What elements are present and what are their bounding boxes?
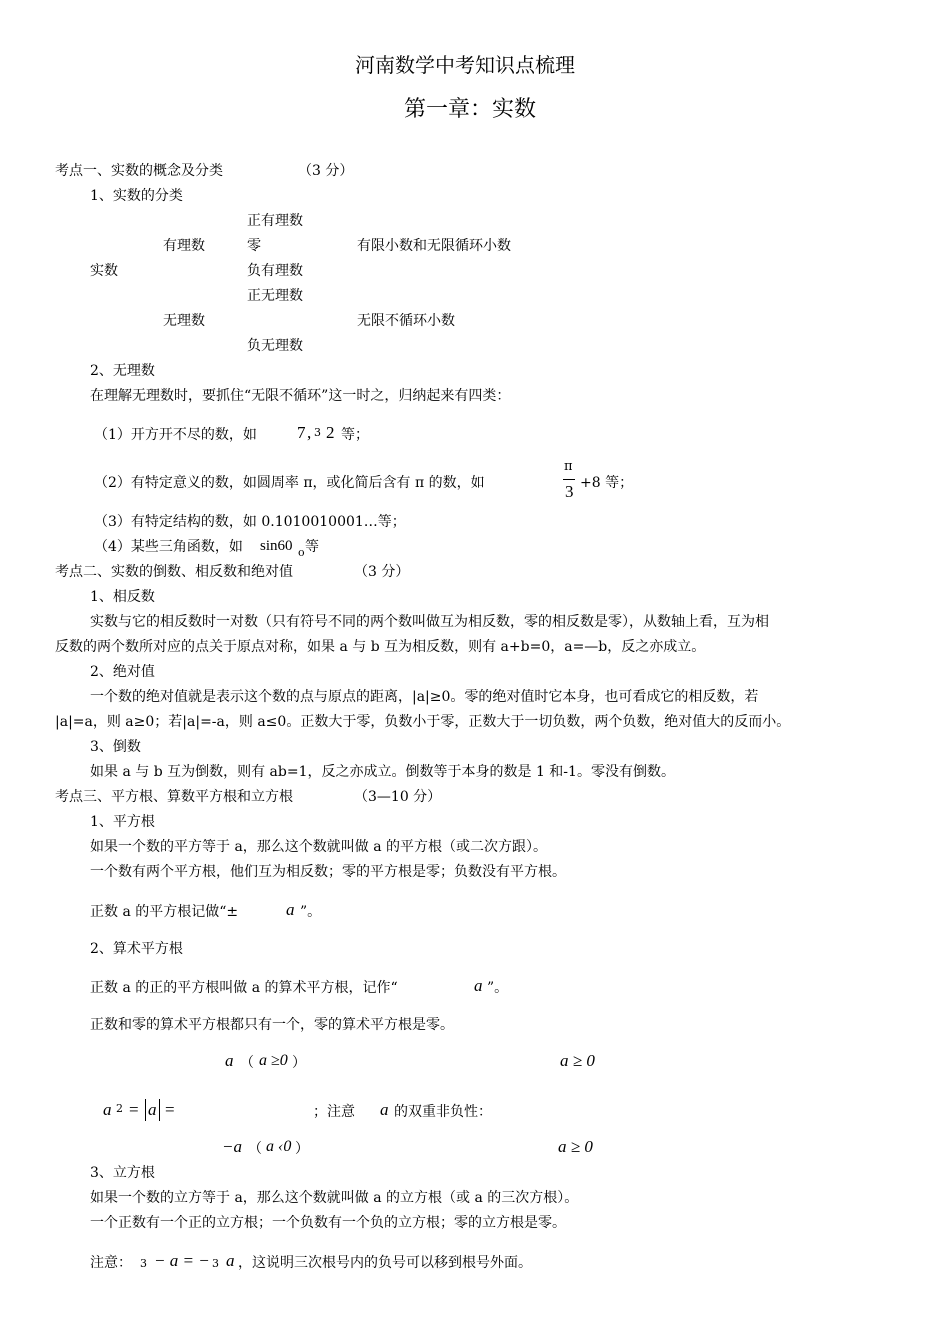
subsection-2-1: 1、相反数 bbox=[90, 589, 155, 605]
tree-rational: 有理数 bbox=[163, 238, 205, 254]
cube-root-property: 一个正数有一个正的立方根；一个负数有一个负的立方根；零的立方根是零。 bbox=[90, 1215, 566, 1231]
subsection-1-1: 1、实数的分类 bbox=[90, 188, 183, 204]
abs-a: a bbox=[148, 1100, 157, 1119]
square-root-property: 一个数有两个平方根，他们互为相反数；零的平方根是零；负数没有平方根。 bbox=[90, 864, 566, 880]
sin60: sin60 bbox=[260, 538, 293, 554]
fraction-denominator: 3 bbox=[565, 482, 574, 501]
cube-root-index-2: 3 bbox=[212, 1257, 219, 1270]
lhs-exponent: 2 bbox=[116, 1102, 123, 1115]
irrational-category-1: （1）开方开不尽的数，如 bbox=[94, 427, 257, 443]
subsection-3-1: 1、平方根 bbox=[90, 814, 155, 830]
cube-root-note-label: 注意： bbox=[90, 1255, 132, 1271]
tree-irrational: 无理数 bbox=[163, 313, 205, 329]
square-root-def: 如果一个数的平方等于 a，那么这个数就叫做 a 的平方根（或二次方跟）。 bbox=[90, 839, 548, 855]
case2-right: a ≥ 0 bbox=[558, 1137, 593, 1156]
lhs-equals: = bbox=[129, 1100, 139, 1119]
sqrt-7: 7 bbox=[297, 423, 306, 442]
subsection-2-3: 3、倒数 bbox=[90, 739, 141, 755]
section-heading-2: 考点二、实数的倒数、相反数和绝对值 bbox=[55, 564, 293, 580]
fraction-line bbox=[563, 479, 575, 480]
chapter-title: 第一章：实数 bbox=[404, 97, 537, 122]
note-label: ；注意 bbox=[313, 1104, 355, 1120]
case2-condition: a ‹0 bbox=[266, 1138, 292, 1155]
note-sqrt-a: a bbox=[380, 1100, 389, 1119]
cube-root-2: 2 bbox=[326, 423, 335, 442]
cube-root-def: 如果一个数的立方等于 a，那么这个数就叫做 a 的立方根（或 a 的三次方根）。 bbox=[90, 1190, 579, 1206]
cube-root-index-1: 3 bbox=[140, 1257, 147, 1270]
arith-notation-end: ”。 bbox=[487, 980, 509, 996]
cube-root-rhs: a bbox=[226, 1251, 235, 1270]
note-end: 的双重非负性： bbox=[394, 1104, 492, 1120]
sqrt-a-symbol: a bbox=[286, 900, 295, 919]
section-score-1: （3 分） bbox=[298, 163, 354, 179]
arithmetic-root-property: 正数和零的算术平方根都只有一个，零的算术平方根是零。 bbox=[90, 1017, 454, 1033]
tree-positive-rational: 正有理数 bbox=[247, 213, 303, 229]
absolute-para-line1: 一个数的绝对值就是表示这个数的点与原点的距离，|a|≥0。零的绝对值时它本身，也可看成它的相反数，若 bbox=[90, 689, 759, 705]
irrational-category-3: （3）有特定结构的数，如 0.1010010001…等； bbox=[94, 514, 406, 530]
comma: , bbox=[307, 423, 312, 442]
category-2-end: +8 等； bbox=[580, 475, 634, 491]
tree-negative-irrational: 负无理数 bbox=[247, 338, 303, 354]
subsection-1-2: 2、无理数 bbox=[90, 363, 155, 379]
case2-paren-close: ） bbox=[295, 1141, 309, 1157]
category-4-end: 等 bbox=[305, 539, 319, 555]
notation-end: ”。 bbox=[300, 904, 322, 920]
cube-root-lhs: − a = − bbox=[154, 1251, 210, 1270]
degree-mark: o bbox=[298, 546, 305, 559]
tree-negative-rational: 负有理数 bbox=[247, 263, 303, 279]
category-1-end: 等； bbox=[341, 427, 369, 443]
case1-right: a ≥ 0 bbox=[560, 1051, 595, 1070]
cube-root-note-end: ，这说明三次根号内的负号可以移到根号外面。 bbox=[238, 1255, 532, 1271]
square-root-notation: 正数 a 的平方根记做“± bbox=[90, 904, 239, 920]
case2-paren-open: （ bbox=[248, 1141, 262, 1157]
opposite-para-line2: 反数的两个数所对应的点关于原点对称，如果 a 与 b 互为相反数，则有 a+b=0，a=—b，反之亦成立。 bbox=[55, 639, 706, 655]
arithmetic-root-def: 正数 a 的正的平方根叫做 a 的算术平方根，记作“ bbox=[90, 980, 398, 996]
tree-positive-irrational: 正无理数 bbox=[247, 288, 303, 304]
tree-rational-note: 有限小数和无限循环小数 bbox=[357, 238, 511, 254]
case1-value: a bbox=[225, 1051, 234, 1070]
subsection-2-2: 2、绝对值 bbox=[90, 664, 155, 680]
tree-real-number: 实数 bbox=[90, 263, 118, 279]
lhs-a: a bbox=[103, 1100, 112, 1119]
case1-paren-close: ） bbox=[292, 1055, 306, 1071]
section-score-3: （3—10 分） bbox=[354, 789, 442, 805]
section-heading-1: 考点一、实数的概念及分类 bbox=[55, 163, 223, 179]
subsection-3-2: 2、算术平方根 bbox=[90, 941, 183, 957]
reciprocal-para: 如果 a 与 b 互为倒数，则有 ab=1，反之亦成立。倒数等于本身的数是 1 和-1。零没有倒数。 bbox=[90, 764, 675, 780]
cube-root-index: 3 bbox=[314, 426, 321, 439]
subsection-3-3: 3、立方根 bbox=[90, 1165, 155, 1181]
document-title: 河南数学中考知识点梳理 bbox=[355, 53, 575, 77]
abs-equals: = bbox=[165, 1100, 175, 1119]
tree-irrational-note: 无限不循环小数 bbox=[357, 313, 455, 329]
irrational-category-2: （2）有特定意义的数，如圆周率 π，或化简后含有 π 的数，如 bbox=[94, 475, 485, 491]
case2-value: −a bbox=[222, 1137, 242, 1156]
opposite-para-line1: 实数与它的相反数时一对数（只有符号不同的两个数叫做互为相反数，零的相反数是零），从数轴上看，互为相 bbox=[90, 614, 769, 630]
fraction-numerator-pi: π bbox=[564, 459, 573, 474]
absolute-para-line2: |a|=a，则 a≥0；若|a|=-a，则 a≤0。正数大于零，负数小于零，正数大于一切负数，两个负数，绝对值大的反而小。 bbox=[55, 714, 791, 730]
section-heading-3: 考点三、平方根、算数平方根和立方根 bbox=[55, 789, 293, 805]
irrational-category-4: （4）某些三角函数，如 bbox=[94, 539, 243, 555]
case1-paren-open: （ bbox=[240, 1055, 254, 1071]
arith-sqrt-a-symbol: a bbox=[474, 976, 483, 995]
irrational-intro: 在理解无理数时，要抓住“无限不循环”这一时之，归纳起来有四类： bbox=[90, 388, 511, 404]
tree-zero: 零 bbox=[247, 238, 261, 254]
case1-condition: a ≥0 bbox=[259, 1052, 288, 1069]
section-score-2: （3 分） bbox=[354, 564, 410, 580]
